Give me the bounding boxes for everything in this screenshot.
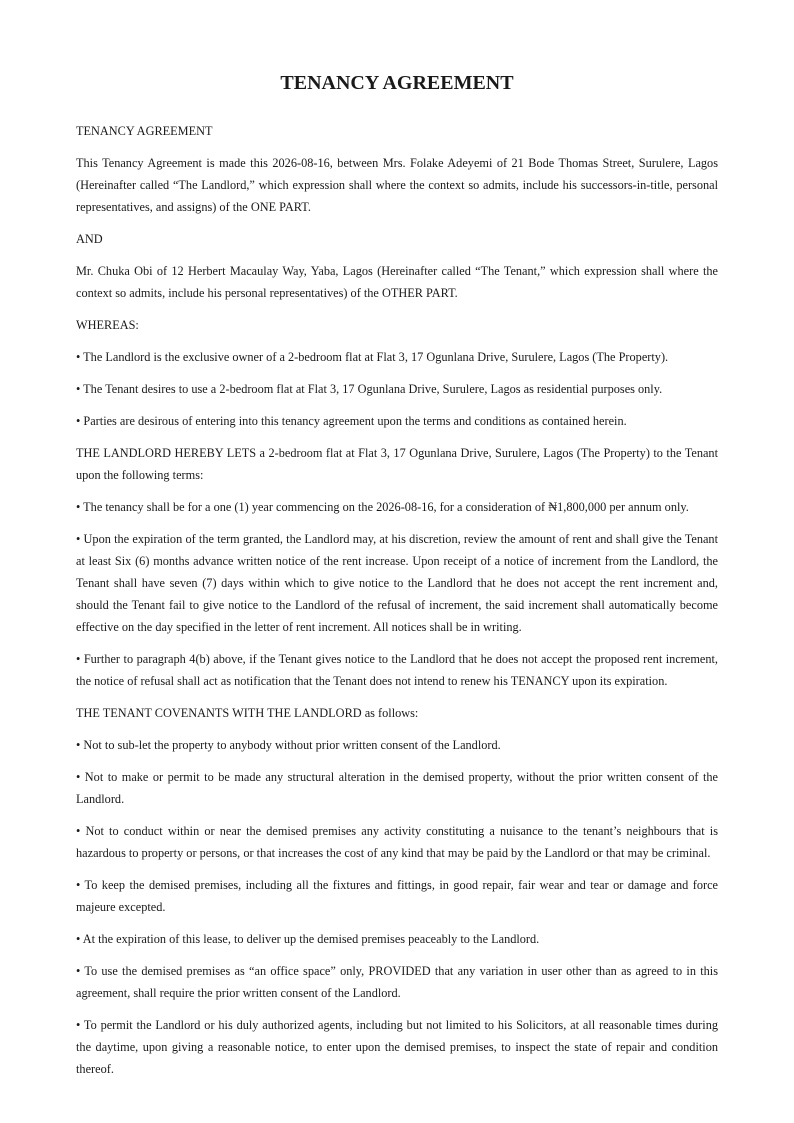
covenant-item: • Not to sub-let the property to anybody without prior written consent of the Landlord. — [76, 738, 501, 752]
covenant-item: • To permit the Landlord or his duly authorized agents, including but not limited to his Solicitors, at all reasonable times during the daytime, upon giving a reasonable notice, to enter upon the demised premises, to inspect the state of repair and condition thereof. — [76, 1018, 718, 1076]
whereas-item: • The Tenant desires to use a 2-bedroom flat at Flat 3, 17 Ogunlana Drive, Surulere, Lagos as residential purposes only. — [76, 382, 663, 396]
document-title: TENANCY AGREEMENT — [280, 72, 514, 94]
term-item: • Further to paragraph 4(b) above, if the Tenant gives notice to the Landlord that he does not accept the proposed rent increment, the notice of refusal shall act as notification that the Tenant does not intend to renew his TENANCY upon its expiration. — [76, 652, 718, 688]
whereas-heading: WHEREAS: — [76, 318, 139, 332]
and-separator: AND — [76, 232, 103, 246]
covenants-heading: THE TENANT COVENANTS WITH THE LANDLORD as follows: — [76, 706, 419, 720]
whereas-item: • Parties are desirous of entering into this tenancy agreement upon the terms and conditions as contained herein. — [76, 414, 627, 428]
covenant-item: • To keep the demised premises, including all the fixtures and fittings, in good repair, fair wear and tear or damage and force majeure excepted. — [76, 878, 718, 914]
whereas-item: • The Landlord is the exclusive owner of a 2-bedroom flat at Flat 3, 17 Ogunlana Drive, Surulere, Lagos (The Property). — [76, 350, 669, 364]
preamble-paragraph: This Tenancy Agreement is made this 2026-08-16, between Mrs. Folake Adeyemi of 21 Bode Thomas Street, Surulere, Lagos (Hereinafter called “The Landlord,” which expression shall where the context so admits, include his successors-in-title, personal representatives, and assigns) of the ONE PART. — [76, 156, 718, 214]
section-heading: TENANCY AGREEMENT — [76, 124, 213, 138]
document-page — [76, 70, 718, 1090]
term-item: • The tenancy shall be for a one (1) year commencing on the 2026-08-16, for a consideration of ₦1,800,000 per annum only. — [76, 500, 689, 514]
covenant-item: • To use the demised premises as “an office space” only, PROVIDED that any variation in user other than as agreed to in this agreement, shall require the prior written consent of the Landlord. — [76, 964, 718, 1000]
letting-clause: THE LANDLORD HEREBY LETS a 2-bedroom flat at Flat 3, 17 Ogunlana Drive, Surulere, Lagos (The Property) to the Tenant upon the following terms: — [76, 446, 718, 482]
tenant-paragraph: Mr. Chuka Obi of 12 Herbert Macaulay Way, Yaba, Lagos (Hereinafter called “The Tenant,” which expression shall where the context so admits, include his personal representatives) of the OTHER PART. — [76, 264, 718, 300]
covenant-item: • Not to conduct within or near the demised premises any activity constituting a nuisance to the tenant’s neighbours that is hazardous to property or persons, or that increases the cost of any kind that may be paid by the Landlord or that may be criminal. — [76, 824, 718, 860]
covenant-item: • At the expiration of this lease, to deliver up the demised premises peaceably to the Landlord. — [76, 932, 540, 946]
covenant-item: • Not to make or permit to be made any structural alteration in the demised property, without the prior written consent of the Landlord. — [76, 770, 718, 806]
term-item: • Upon the expiration of the term granted, the Landlord may, at his discretion, review the amount of rent and shall give the Tenant at least Six (6) months advance written notice of the rent increase. Upon receipt of a notice of increment from the Landlord, the Tenant shall have seven (7) days within which to give notice to the Landlord that he does not accept the rent increment and, should the Tenant fail to give notice to the Landlord of the refusal of increment, the said increment shall automatically become effective on the day specified in the letter of rent increment. All notices shall be in writing. — [76, 532, 718, 634]
